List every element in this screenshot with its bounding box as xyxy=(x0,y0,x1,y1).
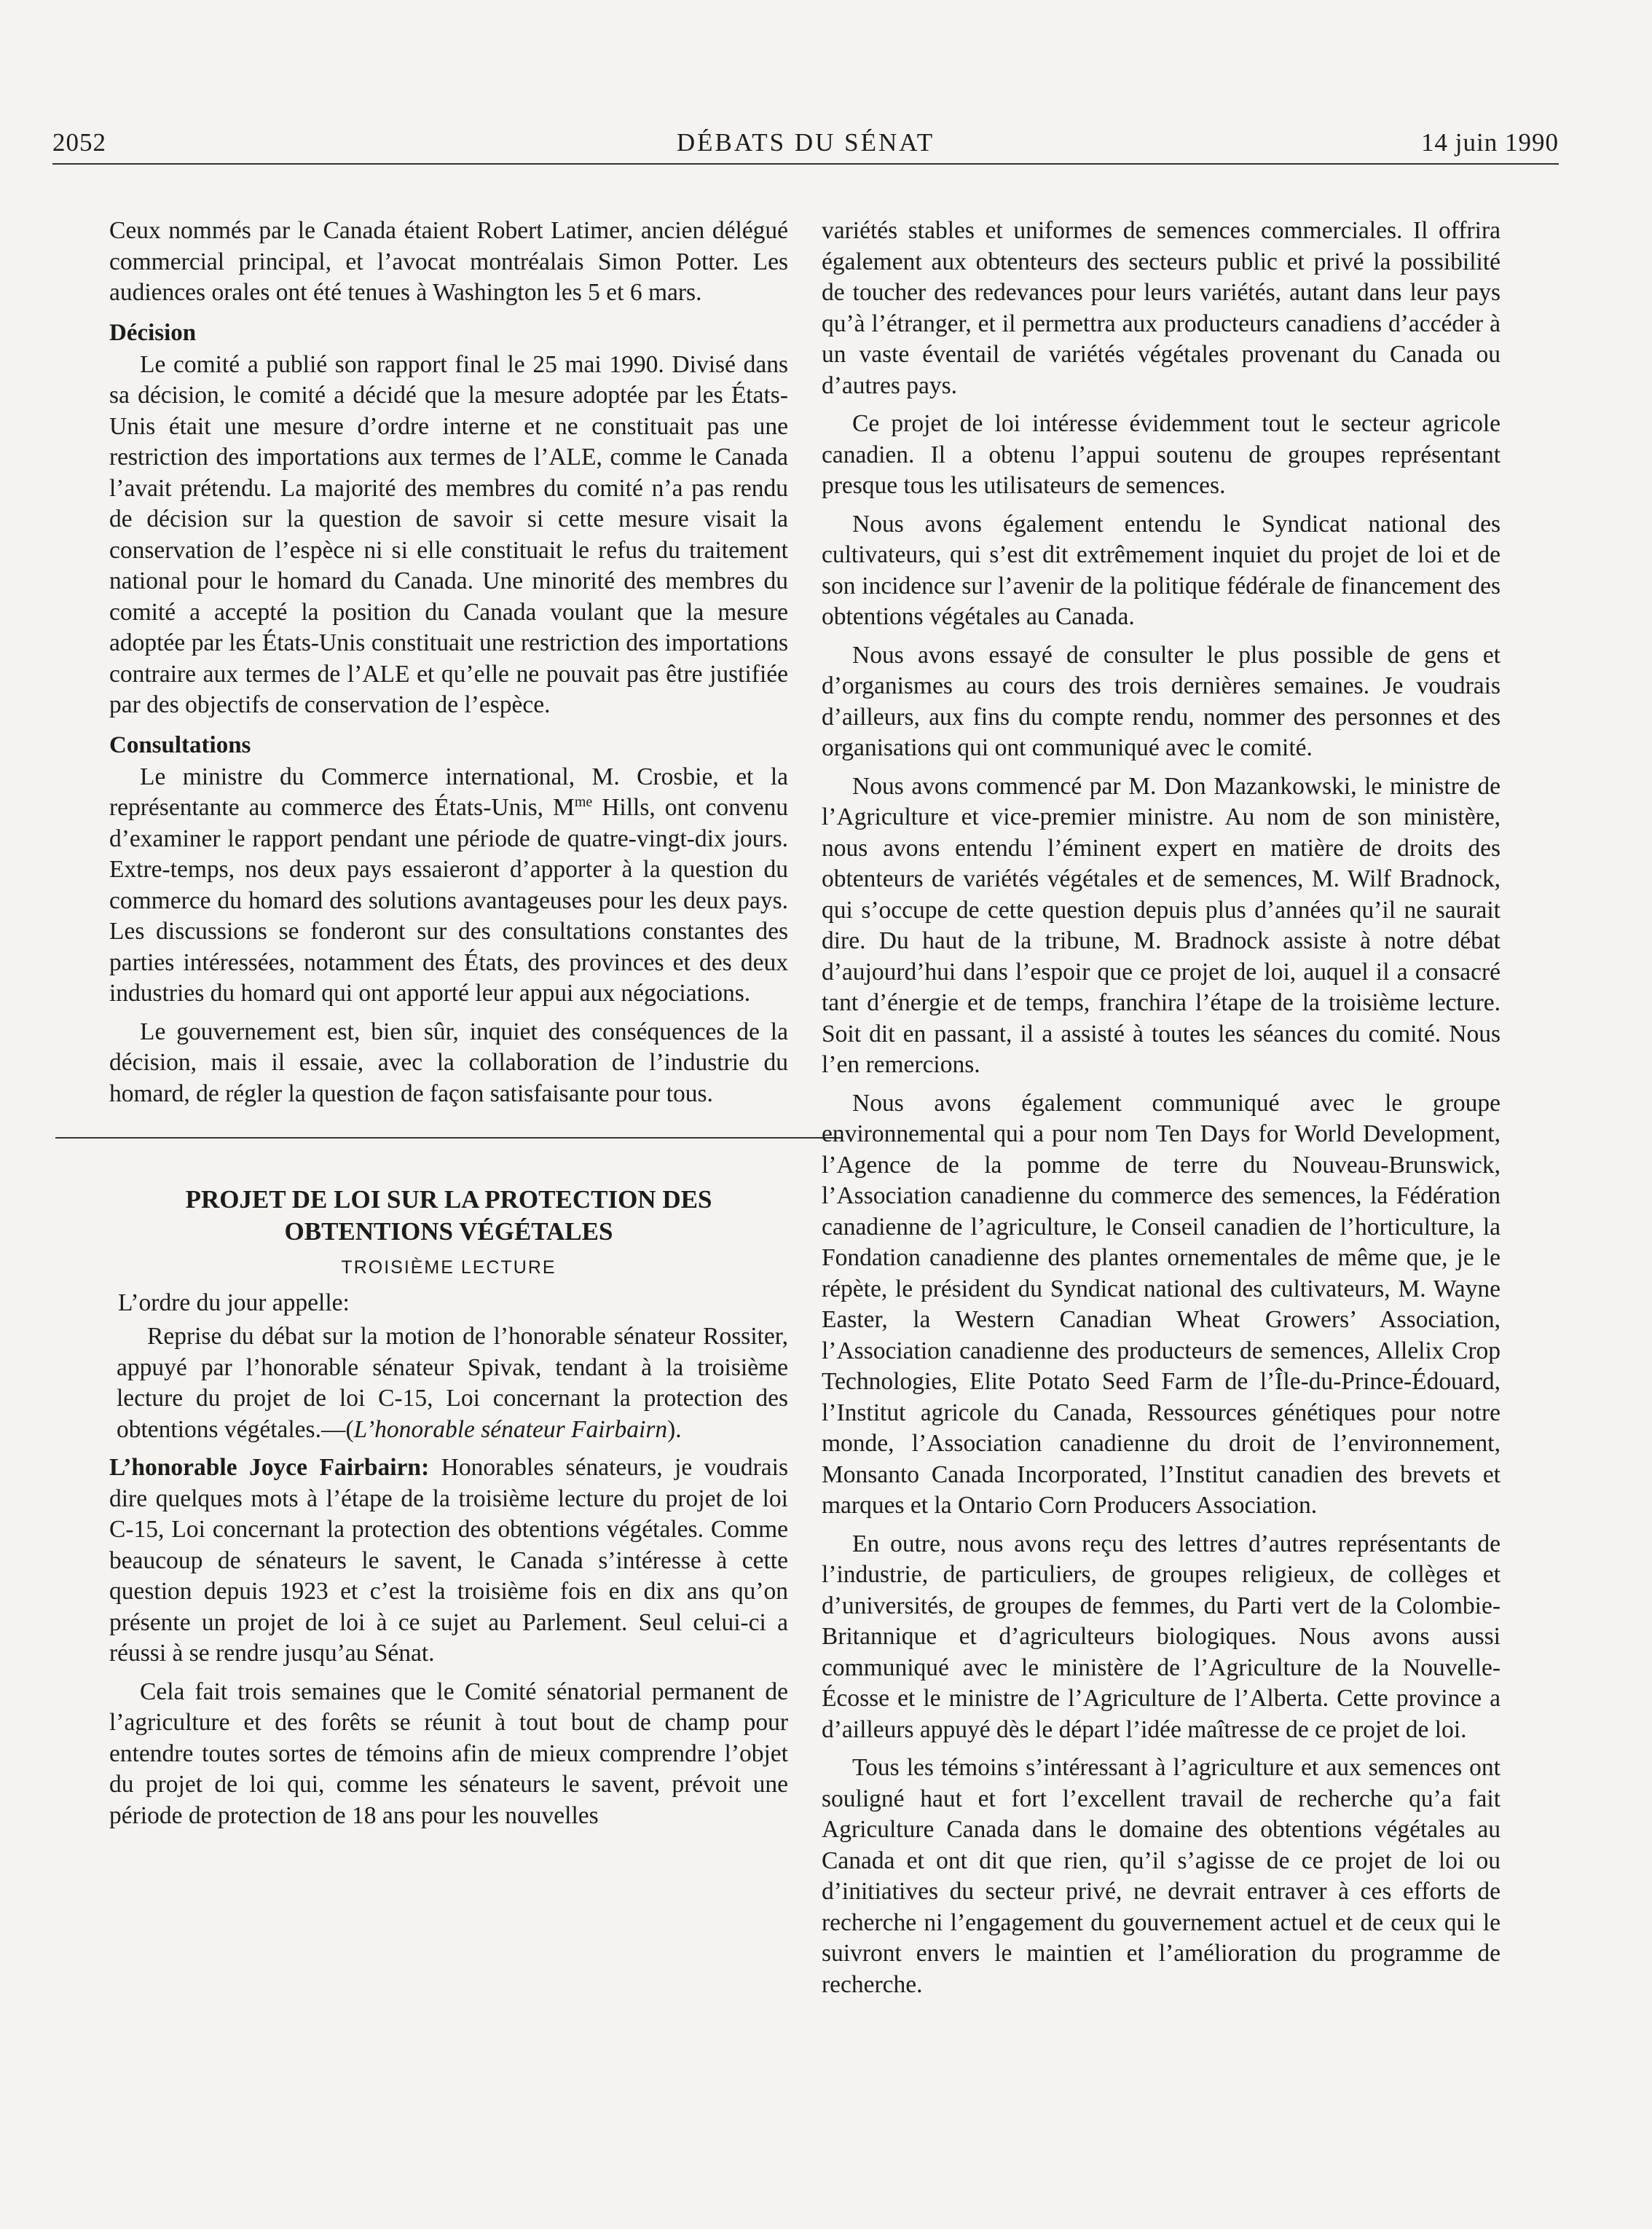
paragraph: Nous avons essayé de consulter le plus possible de gens et d’organismes au cours des trois dernières semaines. Je voudrais d’ailleurs, aux fins du compte rendu, nommer des personnes et des organisations qui ont communiqué avec le comité. xyxy=(822,641,1500,761)
motion-text xyxy=(117,1321,788,1445)
paragraph xyxy=(109,1452,788,1670)
right-column xyxy=(822,216,1500,2008)
bill-title xyxy=(109,1184,788,1248)
bill-title-line: PROJET DE LOI SUR LA PROTECTION DES xyxy=(185,1185,712,1214)
paragraph: Le comité a publié son rapport final le 25 mai 1990. Divisé dans sa décision, le comité a décidé que la mesure adoptée par les États-Unis était une mesure d’ordre interne et ne constituait pas une restriction des importations aux termes de l’ALE, comme le Canada l’avait prétendu. La majorité des membres du comité n’a pas rendu de décision sur la question de savoir si cette mesure visait la conservation de l’espèce ni si elle constituait le refus du traitement national pour le homard du Canada. Une minorité des membres du comité a accepté la position du Canada voulant que la mesure adoptée par les États-Unis constituait une restriction des importations contraire aux termes de l’ALE et qu’elle ne pouvait pas être justifiée par des objectifs de conservation de l’espèce. xyxy=(109,350,788,718)
section-heading-decision: Décision xyxy=(109,319,197,346)
text-run: Reprise du débat sur la motion de l’honorable sénateur Rossiter, appuyé par l’honorable sénateur Spivak, tendant à la troisième lecture du projet de loi C-15, Loi concernant la protection des obtentions végétales.—( xyxy=(117,1323,788,1443)
paragraph xyxy=(109,762,788,1010)
header-rule xyxy=(52,163,1559,165)
speaker-name: L’honorable Joyce Fairbairn: xyxy=(109,1454,430,1481)
text-run: Honorables sénateurs, je voudrais dire quelques mots à l’étape de la troisième lecture du projet de loi C-15, Loi concernant la protection des obtentions végétales. Comme beaucoup de sénateurs le savent, le Canada s’intéresse à cette question depuis 1923 et c’est la troisième fois en dix ans qu’on présente un projet de loi à ce sujet au Parlement. Seul celui-ci a réussi à se rendre jusqu’au Sénat. xyxy=(109,1454,788,1667)
paragraph: Ceux nommés par le Canada étaient Robert Latimer, ancien délégué commercial principal, et l’avocat montréalais Simon Potter. Les audiences orales ont été tenues à Washington les 5 et 6 mars. xyxy=(109,217,788,306)
text-run: ). xyxy=(667,1415,682,1443)
paragraph: Ce projet de loi intéresse évidemment tout le secteur agricole canadien. Il a obtenu l’appui soutenu de groupes représentant presque tous les utilisateurs de semences. xyxy=(822,410,1500,499)
paragraph: Nous avons également communiqué avec le groupe environnemental qui a pour nom Ten Days for World Development, l’Agence de la pomme de terre du Nouveau-Brunswick, l’Association canadienne du commerce des semences, la Fédération canadienne de l’agriculture, le Conseil canadien de l’horticulture, la Fondation canadienne des plantes ornementales de même que, je le répète, le président du Syndicat national des cultivateurs, M. Wayne Easter, la Western Canadian Wheat Growers’ Association, l’Association canadienne des producteurs de semences, Allelix Crop Technologies, Elite Potato Seed Farm de l’Île-du-Prince-Édouard, l’Institut agricole du Canada, Ressources génétiques pour notre monde, l’Association canadienne du droit de l’environnement, Monsanto Canada Incorporated, l’Institut canadien des brevets et marques et la Ontario Corn Producers Association. xyxy=(822,1089,1500,1519)
superscript: me xyxy=(574,793,593,810)
page-header xyxy=(52,128,1559,163)
order-of-day: L’ordre du jour appelle: xyxy=(118,1289,350,1316)
paragraph: Nous avons également entendu le Syndicat national des cultivateurs, qui s’est dit extrêmement inquiet du projet de loi et de son incidence sur l’avenir de la politique fédérale de financement des obtentions végétales au Canada. xyxy=(822,510,1500,630)
page-number: 2052 xyxy=(52,128,106,157)
page-date: 14 juin 1990 xyxy=(1421,128,1559,157)
paragraph: Tous les témoins s’intéressant à l’agriculture et aux semences ont souligné haut et fort l’excellent travail de recherche qu’a fait Agriculture Canada dans le domaine des obtentions végétales au Canada et ont dit que rien, qu’il s’agisse de ce projet de loi ou d’initiatives du secteur privé, ne devrait entraver à ces efforts de recherche ni l’engagement du gouvernement actuel et de ceux qui le suivront envers le maintien et l’amélioration du programme de recherche. xyxy=(822,1754,1500,1998)
section-divider xyxy=(55,1137,842,1139)
paragraph: Nous avons commencé par M. Don Mazankowski, le ministre de l’Agriculture et vice-premier ministre. Au nom de son ministère, nous avons entendu l’éminent expert en matière de droits des obtenteurs de variétés végétales et de semences, M. Wilf Bradnock, qui s’occupe de cette question depuis plus d’années qu’il ne saurait dire. Du haut de la tribune, M. Bradnock assiste à notre débat d’aujourd’hui dans l’espoir que ce projet de loi, auquel il a consacré tant d’énergie et de temps, franchira l’étape de la troisième lecture. Soit dit en passant, il a assisté à toutes les séances du comité. Nous l’en remercions. xyxy=(822,772,1500,1078)
paragraph: Cela fait trois semaines que le Comité sénatorial permanent de l’agriculture et des forêts se réunit à tout bout de champ pour entendre toutes sortes de témoins afin de mieux comprendre l’objet du projet de loi qui, comme les sénateurs le savent, prévoit une période de protection de 18 ans pour les nouvelles xyxy=(109,1678,788,1829)
text-run: Hills, ont convenu d’examiner le rapport pendant une période de quatre-vingt-dix jours. Extre-temps, nos deux pays essaieront d’apporter à la question du commerce du homard des solutions avantageuses pour les deux pays. Les discussions se fonderont sur des consultations constantes des parties intéressées, notamment des États, des provinces et des deux industries du homard qui ont apporté leur appui aux négociations. xyxy=(109,794,789,1007)
paragraph: Le gouvernement est, bien sûr, inquiet des conséquences de la décision, mais il essaie, avec la collaboration de l’industrie du homard, de régler la question de façon satisfaisante pour tous. xyxy=(109,1018,788,1107)
section-heading-consultations: Consultations xyxy=(109,731,251,758)
text-run: Le ministre du Commerce international, M. Crosbie, et la représentante au commerce des États-Unis, M xyxy=(109,763,788,821)
paragraph: En outre, nous avons reçu des lettres d’autres représentants de l’industrie, de particuliers, de groupes religieux, de collèges et d’universités, de groupes de femmes, du Parti vert de la Colombie-Britannique et d’agriculteurs biologiques. Nous avons aussi communiqué avec le ministère de l’Agriculture de la Nouvelle-Écosse et le ministre de l’Agriculture de l’Alberta. Cette province a d’ailleurs appuyé dès le départ l’idée maîtresse de ce projet de loi. xyxy=(822,1530,1500,1743)
reading-label: TROISIÈME LECTURE xyxy=(341,1257,556,1278)
paragraph: variétés stables et uniformes de semences commerciales. Il offrira également aux obtenteurs des secteurs public et privé la possibilité de toucher des redevances pour leurs variétés, autant dans leur pays qu’à l’étranger, et il permettra aux producteurs canadiens d’accéder à un vaste éventail de variétés végétales provenant du Canada ou d’autres pays. xyxy=(822,217,1500,399)
italic-run: L’honorable sénateur Fairbairn xyxy=(353,1415,668,1443)
left-column xyxy=(109,216,788,1839)
running-title: DÉBATS DU SÉNAT xyxy=(676,128,935,157)
bill-title-line: OBTENTIONS VÉGÉTALES xyxy=(284,1217,613,1246)
